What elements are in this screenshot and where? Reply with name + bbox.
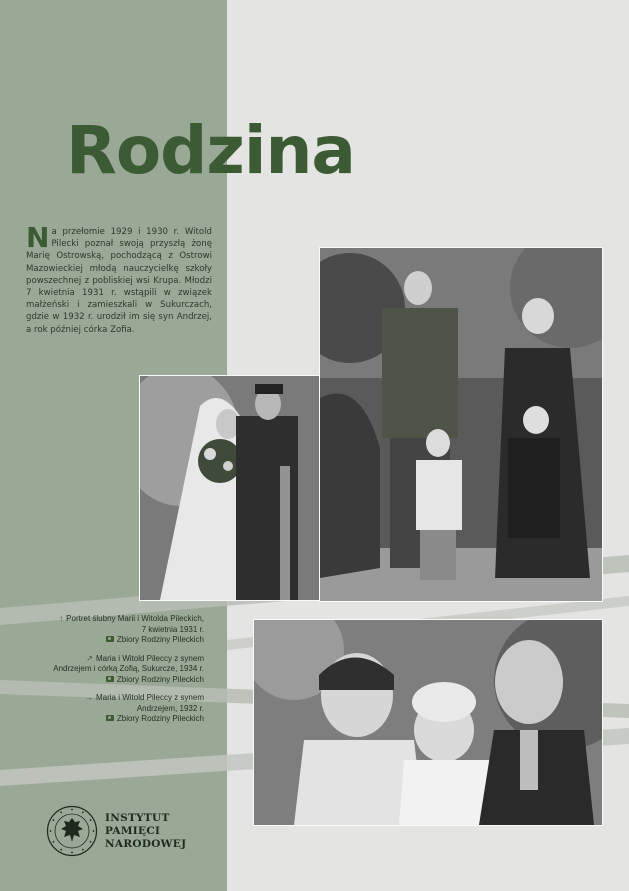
caption-line: 7 kwietnia 1931 r. [141, 624, 204, 634]
dropcap-letter: N [26, 221, 50, 254]
caption-line: Maria i Witold Pileccy z synem [95, 653, 204, 663]
ipn-logo [46, 805, 186, 857]
caption-wedding [20, 614, 204, 646]
arrow-right-icon: → [84, 693, 93, 702]
camera-icon [106, 676, 114, 682]
camera-icon [106, 715, 114, 721]
photo-captions [20, 614, 204, 733]
caption-line: Andrzejem i córką Zofią, Sukurcze, 1934 r. [53, 664, 204, 673]
caption-source: Zbiory Rodziny Pileckich [116, 714, 204, 723]
caption-garden [20, 654, 204, 686]
logo-line: NARODOWEJ [105, 837, 187, 850]
page-title: Rodzina [66, 112, 355, 189]
intro-text: a przełomie 1929 i 1930 r. Witold Pilecki poznał swoją przyszłą żonę Marię Ostrowską, pochodzącą z Ostrowi Mazowieckiej młodą nauczycielkę szkoły powszechnej z pobliskiej wsi Krupa. Młodzi 7 kwietnia 1931 r. wstąpili w związek małżeński i zamieszkali w Sukurczach, gdzie w 1932 r. urodził im się syn Andrzej, a rok później córka Zofia. [26, 227, 212, 335]
arrow-up-icon: ↑ [59, 614, 64, 623]
caption-source: Zbiory Rodziny Pileckich [116, 635, 204, 644]
eagle-seal-icon [46, 805, 98, 857]
caption-line: Portret ślubny Marii i Witolda Pileckich, [66, 614, 204, 623]
logo-line: PAMIĘCI [105, 824, 161, 837]
logo-line: INSTYTUT [105, 811, 170, 824]
caption-source: Zbiory Rodziny Pileckich [116, 674, 204, 684]
intro-paragraph [26, 221, 212, 336]
caption-closeup [20, 693, 204, 725]
camera-icon [106, 636, 114, 642]
wedding-portrait-photo [139, 375, 327, 601]
family-closeup-photo [253, 619, 603, 826]
logo-wordmark [105, 812, 186, 851]
caption-line: Andrzejem, 1932 r. [136, 703, 204, 713]
caption-line: Maria i Witold Pileccy z synem [95, 693, 204, 702]
family-garden-photo [319, 247, 603, 602]
arrow-up-right-icon: ↗ [86, 653, 93, 663]
